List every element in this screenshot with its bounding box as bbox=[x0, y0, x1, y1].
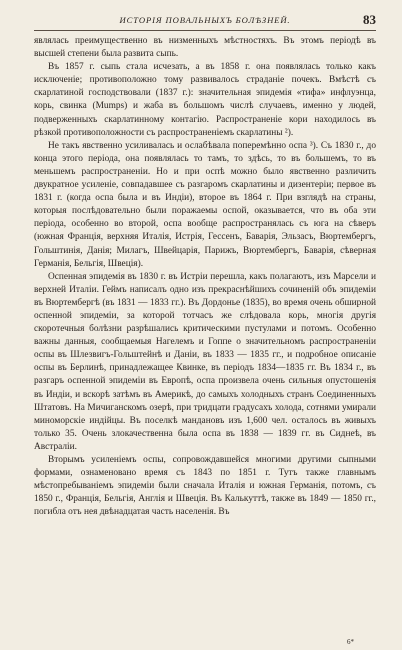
paragraph-continuation: являлась преимущественно въ низменныхъ мѣстностяхъ. Въ этомъ періодѣ въ высшей степени была развита сыпь. bbox=[34, 36, 376, 60]
paragraph-smallpox-second-rise: Вторымъ усиленіемъ оспы, сопровождавшейся многими другими сыпными формами, ознаменовано время съ 1843 по 1851 г. Тутъ также главнымъ мѣстопребываніемъ эпидеміи были сначала Италія и южная Германія, потомъ, съ 1850 г., Франція, Бельгія, Англія и Швеція. Въ Калькуттѣ, также въ 1849 — 1850 гг., погибла отъ нея двѣнадцатая часть населенія. Въ bbox=[34, 455, 376, 518]
paragraph-scarlatina: Въ 1857 г. сыпь стала исчезать, а въ 1858 г. она появлялась только какъ исключеніе; противоположно тому развивалось страданіе почекъ. Вмѣстѣ съ скарлатиной господствовали (1837 г.): значительная эпидемія «тифа» инфлуэнца, корь, свинка (Mumps) и жаба въ большомъ числѣ случаевъ, именно у людей, подверженныхъ скарлатинному контагію. Распространеніе кори находилось въ рѣзкой противоположности съ распространеніемъ скарлатины ²). bbox=[34, 62, 376, 138]
running-header bbox=[34, 14, 376, 31]
signature-mark: 6* bbox=[347, 638, 354, 646]
paragraph-smallpox-intro: Не такъ явственно усиливалась и ослабѣвала поперемѣнно оспа ³). Съ 1830 г., до конца этого періода, она появлялась то тамъ, то здѣсь, то въ большемъ, то въ меньшемъ распространеніи. Но и при оспѣ можно было явственно различить двукратное усиленіе, совпадавшее съ разгаромъ скарлатины и дизентеріи; первое въ 1831 г. (когда оспа была и въ Индіи), второе въ 1864 г. При взглядѣ на страны, которыя послѣдовательно были поражаемы оспой, оказывается, что въ оба эти періода, особенно во второй, оспа вообще распространялась съ юга на сѣверъ (южная Франція, верхняя Италія, Истрія, Гессенъ, Баварія, Эльзасъ, Вюртембергъ, Гольштинія, Данія; Милагъ, Швейцарія, Парижъ, Вюртембергъ, Баварія, сѣверная Германія, Бельгія, Швеція). bbox=[34, 140, 376, 269]
header-title: ИСТОРІЯ ПОВАЛЬНЫХЪ БОЛѢЗНЕЙ. bbox=[119, 15, 291, 25]
page-number: 83 bbox=[363, 12, 376, 27]
paragraph-smallpox-1830: Оспенная эпидемія въ 1830 г. въ Истріи перешла, какъ полагаютъ, изъ Марсели и верхней Италіи. Геймъ написалъ одно изъ прекраснѣйшихъ сочиненій объ эпидеміи въ Вюртембергѣ (въ 1831 — 1833 гг.). Въ Дордонье (1835), во время очень обширной оспенной эпидеміи, за которой тотчасъ же слѣдовала корь, многія другія скоротечныя болѣзни разрѣшались критическими пустулами и потомъ. Особенно важны данныя, сообщаемыя Нагелемъ и Гоппе о значительномъ распространеніи оспы въ Шлезвигъ-Гольштейнѣ и Даніи, въ 1833 — 1835 гг., и подробное описаніе оспы въ Берлинѣ, принадлежащее Квинке, въ періодъ 1834—1835 гг. Въ 1834 г., въ разгаръ оспенной эпидеміи въ Европѣ, оспа произвела очень сильныя опустошенія въ Индіи, и вскорѣ затѣмъ въ Америкѣ, до самыхъ холодныхъ странъ Соединенныхъ Штатовъ. На Мичиганскомъ озерѣ, при тридцати градусахъ холода, сотнями умирали миноморскіе индійцы. Въ поселкѣ мандановъ изъ 1,600 чел. осталось въ живыхъ только 35. Очень злокачественна была оспа въ 1838 — 1839 гг. въ Сиднеѣ, въ Австраліи. bbox=[34, 271, 376, 452]
